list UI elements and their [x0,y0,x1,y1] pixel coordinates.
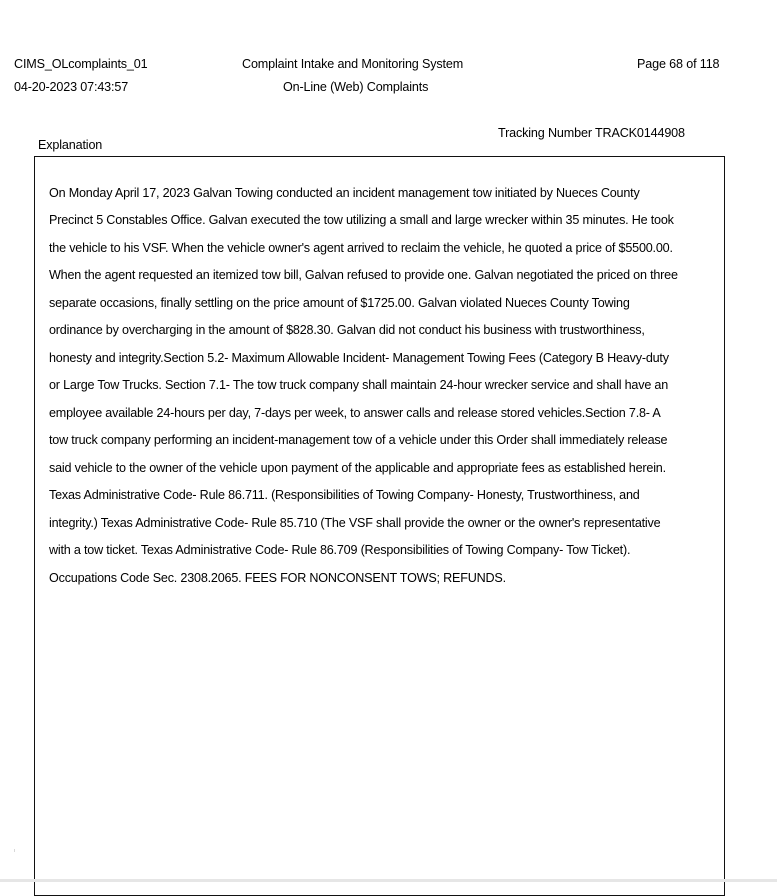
explanation-line: employee available 24-hours per day, 7-days per week, to answer calls and release stored vehicles.Section 7.8- A [49,405,661,420]
report-subtitle: On-Line (Web) Complaints [283,80,429,94]
explanation-line: or Large Tow Trucks. Section 7.1- The tow truck company shall maintain 24-hour wrecker service and shall have an [49,378,669,393]
explanation-line: integrity.) Texas Administrative Code- Rule 85.710 (The VSF shall provide the owner or the owner's representative [49,515,661,530]
explanation-line: honesty and integrity.Section 5.2- Maximum Allowable Incident- Management Towing Fees (Category B Heavy-duty [49,350,669,365]
explanation-line: ordinance by overcharging in the amount of $828.30. Galvan did not conduct his business with trustworthiness, [49,323,645,338]
explanation-line: When the agent requested an itemized tow bill, Galvan refused to provide one. Galvan negotiated the priced on three [49,268,678,283]
system-title: Complaint Intake and Monitoring System [242,57,464,71]
explanation-box [34,156,725,896]
print-datetime: 04-20-2023 07:43:57 [14,80,129,94]
explanation-line: On Monday April 17, 2023 Galvan Towing conducted an incident management tow initiated by Nueces County [49,185,640,200]
explanation-line: Precinct 5 Constables Office. Galvan executed the tow utilizing a small and large wrecker within 35 minutes. He took [49,213,674,228]
page-number: Page 68 of 118 [637,57,720,71]
explanation-line: the vehicle to his VSF. When the vehicle owner's agent arrived to reclaim the vehicle, he quoted a price of $5500.00. [49,240,673,255]
explanation-line: with a tow ticket. Texas Administrative Code- Rule 86.709 (Responsibilities of Towing Company- Tow Ticket). [49,543,631,558]
scan-speck [14,849,15,852]
report-id: CIMS_OLcomplaints_01 [14,57,148,71]
tracking-number: Tracking Number TRACK0144908 [498,126,685,140]
explanation-line: separate occasions, finally settling on the price amount of $1725.00. Galvan violated Nueces County Towing [49,295,630,310]
explanation-line: said vehicle to the owner of the vehicle upon payment of the applicable and appropriate fees as established herein. [49,460,666,475]
explanation-label: Explanation [38,138,103,152]
explanation-line: Occupations Code Sec. 2308.2065. FEES FOR NONCONSENT TOWS; REFUNDS. [49,570,506,585]
explanation-line: Texas Administrative Code- Rule 86.711. (Responsibilities of Towing Company- Honesty, Trustworthiness, and [49,488,640,503]
explanation-line: tow truck company performing an incident-management tow of a vehicle under this Order shall immediately release [49,433,668,448]
explanation-text [49,173,721,599]
